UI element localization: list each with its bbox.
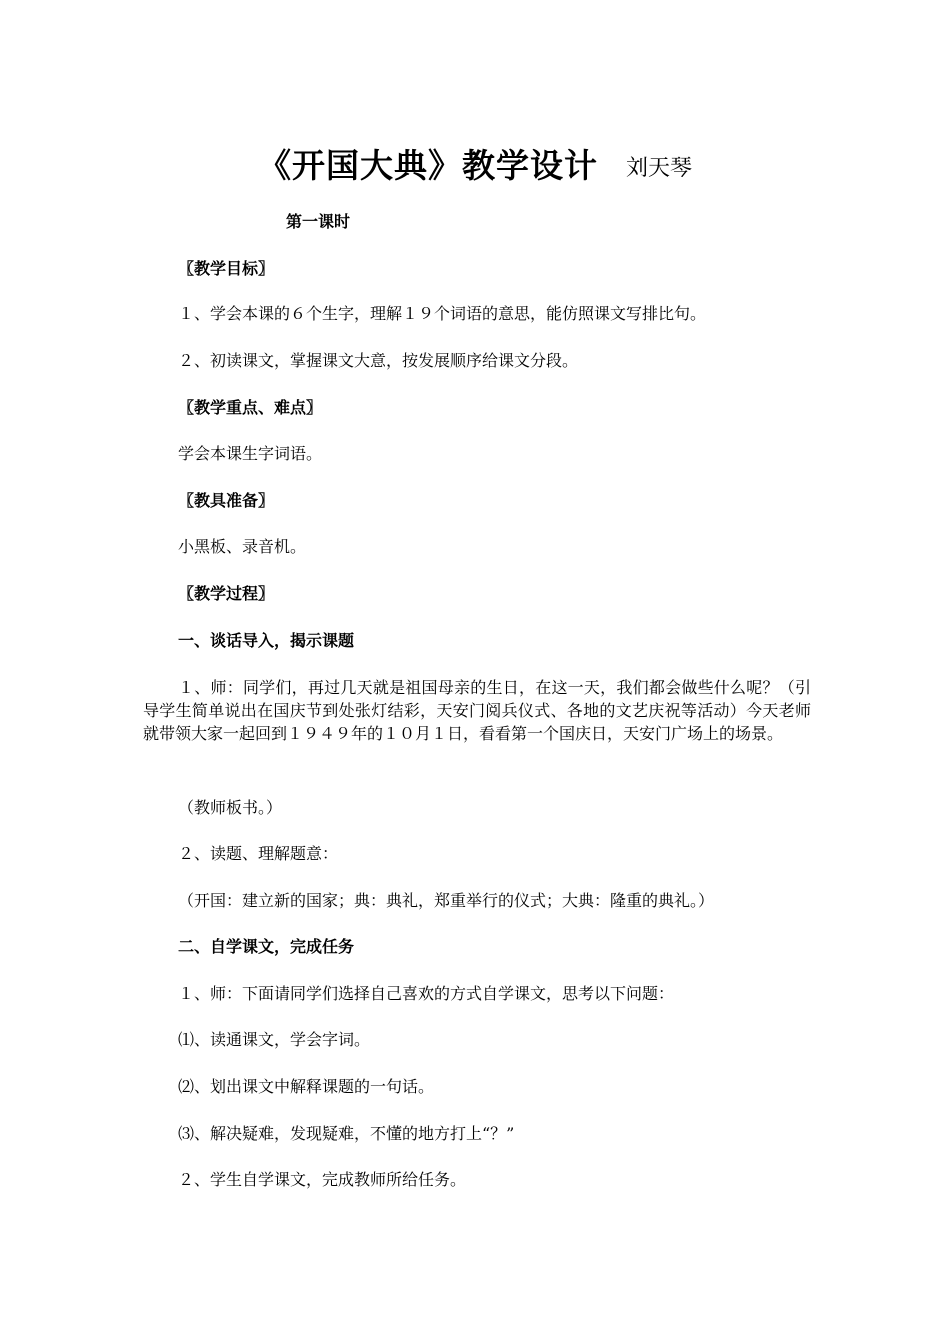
section-2-subitem-1: ⑴、读通课文，学会字词。 <box>178 1030 371 1049</box>
section-2-subitem-2: ⑵、划出课文中解释课题的一句话。 <box>178 1077 435 1096</box>
section-1-item-2: ２、读题、理解题意： <box>178 844 339 863</box>
materials-heading: 〖教具准备〗 <box>178 491 275 510</box>
document-title: 《开国大典》教学设计 <box>257 146 598 185</box>
materials-text: 小黑板、录音机。 <box>178 537 307 556</box>
process-heading: 〖教学过程〗 <box>178 584 275 603</box>
goals-heading: 〖教学目标〗 <box>178 259 275 278</box>
section-1-heading: 一、谈话导入，揭示课题 <box>178 631 355 650</box>
section-1-note: （教师板书。） <box>178 798 283 817</box>
section-2-heading: 二、自学课文，完成任务 <box>178 937 355 956</box>
section-1-paragraph: １、师：同学们，再过几天就是祖国母亲的生日，在这一天，我们都会做些什么呢？（引导学生简单说出在国庆节到处张灯结彩，天安门阅兵仪式、各地的文艺庆祝等活动）今天老师就带领大家一起回到１９４９年的１０月１日，看看第一个国庆日，天安门广场上的场景。 <box>143 678 811 743</box>
document-author: 刘天琴 <box>625 156 692 181</box>
goal-item-1: １、学会本课的６个生字，理解１９个词语的意思，能仿照课文写排比句。 <box>178 304 707 323</box>
title-row <box>0 140 950 187</box>
section-2-item-2: ２、学生自学课文，完成教师所给任务。 <box>178 1170 467 1189</box>
section-2-item-1: １、师：下面请同学们选择自己喜欢的方式自学课文，思考以下问题： <box>178 984 675 1003</box>
section-2-subitem-3: ⑶、解决疑难，发现疑难，不懂的地方打上“？” <box>178 1124 515 1143</box>
section-1-explanation: （开国：建立新的国家；典：典礼，郑重举行的仪式；大典：隆重的典礼。） <box>178 891 715 910</box>
goal-item-2: ２、初读课文，掌握课文大意，按发展顺序给课文分段。 <box>178 351 579 370</box>
key-points-heading: 〖教学重点、难点〗 <box>178 398 323 417</box>
key-points-text: 学会本课生字词语。 <box>178 444 323 463</box>
lesson-label: 第一课时 <box>286 212 351 231</box>
